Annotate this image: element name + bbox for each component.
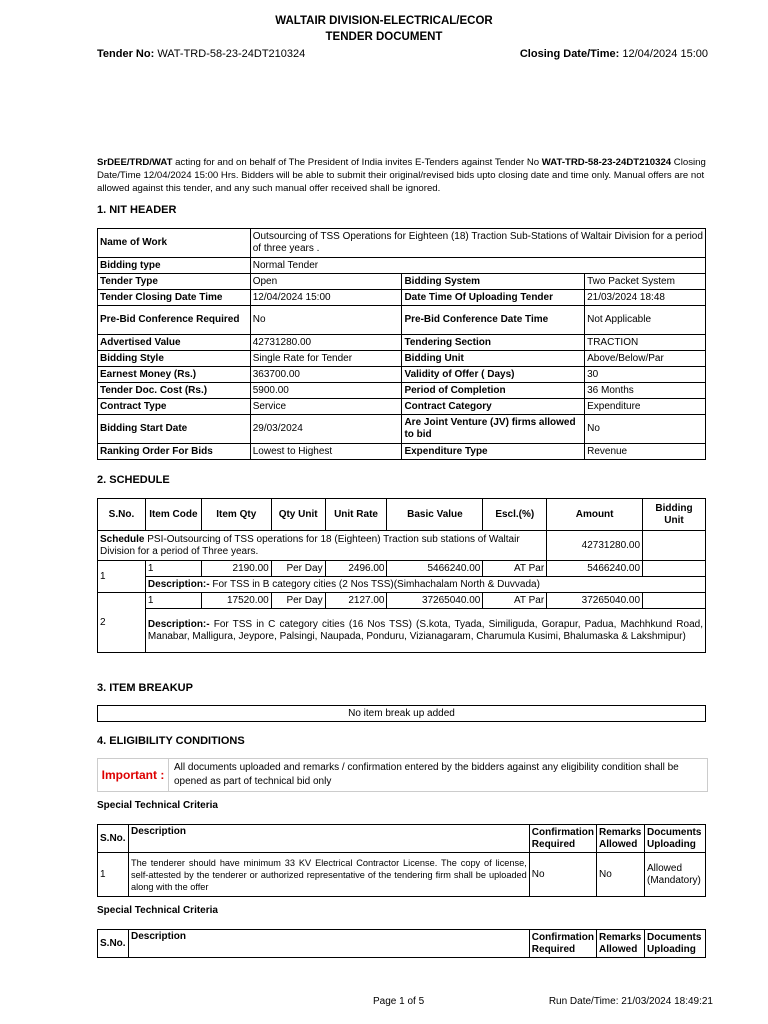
special-technical-criteria-title-2: Special Technical Criteria — [97, 905, 218, 916]
nit-label: Bidding Start Date — [98, 415, 251, 444]
nit-label: Bidding Unit — [402, 351, 585, 367]
item-breakup-table — [97, 705, 706, 722]
item-description: Description:- For TSS in C category cities (16 Nos TSS) (S.kota, Tyada, Similiguda, Gorapur, Padua, Machhkund Road, Manabar, Malligura, Jeypore, Palsingi, Naupada, Ponduru, Vizianagaram, Charumula Kusimi, Bhalumaska & Lakshmipur) — [145, 609, 705, 653]
item-sno: 1 — [98, 561, 146, 593]
run-datetime: Run Date/Time: 21/03/2024 18:49:21 — [548, 996, 713, 1007]
item-escl: AT Par — [483, 593, 547, 609]
schedule-description: Schedule PSI-Outsourcing of TSS operations for 18 (Eighteen) Traction sub stations of Waltair Division for a period of Three years. — [98, 531, 547, 561]
nit-label: Contract Type — [98, 399, 251, 415]
name-of-work-value: Outsourcing of TSS Operations for Eighteen (18) Traction Sub-Stations of Waltair Division for a period of three years . — [250, 229, 705, 258]
stc-table-2 — [97, 929, 706, 958]
nit-value: 30 — [585, 367, 706, 383]
item-amount: 5466240.00 — [547, 561, 643, 577]
col-documents: Documents Uploading — [644, 930, 705, 958]
nit-label: Period of Completion — [402, 383, 585, 399]
name-of-work-label: Name of Work — [98, 229, 251, 258]
important-notice — [97, 758, 708, 792]
nit-table — [97, 228, 706, 460]
nit-value: 29/03/2024 — [250, 415, 402, 444]
nit-value: Revenue — [585, 444, 706, 460]
nit-value: Open — [250, 274, 402, 290]
item-amount: 37265040.00 — [547, 593, 643, 609]
eligibility-heading: 4. ELIGIBILITY CONDITIONS — [97, 735, 245, 747]
item-basic: 5466240.00 — [387, 561, 483, 577]
nit-value: 12/04/2024 15:00 — [250, 290, 402, 306]
nit-label: Tendering Section — [402, 335, 585, 351]
col-escl: Escl.(%) — [483, 499, 547, 531]
tender-no: Tender No: WAT-TRD-58-23-24DT210324 — [97, 48, 306, 60]
item-breakup-text: No item break up added — [98, 706, 706, 722]
item-sno: 2 — [98, 593, 146, 653]
nit-value: Service — [250, 399, 402, 415]
nit-label: Earnest Money (Rs.) — [98, 367, 251, 383]
col-sno: S.No. — [98, 930, 129, 958]
nit-label: Tender Closing Date Time — [98, 290, 251, 306]
item-rate: 2496.00 — [325, 561, 387, 577]
nit-label: Contract Category — [402, 399, 585, 415]
col-amount: Amount — [547, 499, 643, 531]
col-sno: S.No. — [98, 499, 146, 531]
nit-value: Lowest to Highest — [250, 444, 402, 460]
schedule-amount: 42731280.00 — [547, 531, 643, 561]
nit-label: Bidding System — [402, 274, 585, 290]
nit-label: Validity of Offer ( Days) — [402, 367, 585, 383]
col-description: Description — [128, 825, 529, 853]
item-qty: 17520.00 — [201, 593, 271, 609]
item-rate: 2127.00 — [325, 593, 387, 609]
nit-label: Date Time Of Uploading Tender — [402, 290, 585, 306]
schedule-heading: 2. SCHEDULE — [97, 474, 170, 486]
item-code: 1 — [145, 561, 201, 577]
nit-label: Advertised Value — [98, 335, 251, 351]
nit-label: Bidding Style — [98, 351, 251, 367]
nit-label: Ranking Order For Bids — [98, 444, 251, 460]
nit-value: No — [250, 306, 402, 335]
nit-value: Expenditure — [585, 399, 706, 415]
nit-value: Not Applicable — [585, 306, 706, 335]
item-unit: Per Day — [271, 593, 325, 609]
nit-label: Pre-Bid Conference Date Time — [402, 306, 585, 335]
col-remarks: Remarks Allowed — [597, 825, 645, 853]
nit-label: Pre-Bid Conference Required — [98, 306, 251, 335]
item-description: Description:- For TSS in B category cities (2 Nos TSS)(Simhachalam North & Duvvada) — [145, 577, 705, 593]
nit-label: Expenditure Type — [402, 444, 585, 460]
nit-label: Tender Type — [98, 274, 251, 290]
nit-value: Two Packet System — [585, 274, 706, 290]
nit-value: 363700.00 — [250, 367, 402, 383]
nit-label: Tender Doc. Cost (Rs.) — [98, 383, 251, 399]
stc-documents: Allowed (Mandatory) — [644, 853, 705, 897]
col-unit-rate: Unit Rate — [325, 499, 387, 531]
document-subtitle: TENDER DOCUMENT — [325, 31, 443, 43]
nit-header-heading: 1. NIT HEADER — [97, 204, 177, 216]
page-number: Page 1 of 5 — [373, 996, 425, 1007]
special-technical-criteria-title: Special Technical Criteria — [97, 800, 218, 811]
col-item-qty: Item Qty — [201, 499, 271, 531]
col-item-code: Item Code — [145, 499, 201, 531]
item-breakup-heading: 3. ITEM BREAKUP — [97, 682, 193, 694]
nit-value: 21/03/2024 18:48 — [585, 290, 706, 306]
item-qty: 2190.00 — [201, 561, 271, 577]
schedule-table — [97, 498, 706, 653]
closing-date: Closing Date/Time: 12/04/2024 15:00 — [519, 48, 708, 60]
nit-label: Are Joint Venture (JV) firms allowed to bid — [402, 415, 585, 444]
col-qty-unit: Qty Unit — [271, 499, 325, 531]
col-documents: Documents Uploading — [644, 825, 705, 853]
important-label: Important : — [98, 759, 169, 791]
nit-value: No — [585, 415, 706, 444]
stc-sno: 1 — [98, 853, 129, 897]
item-unit: Per Day — [271, 561, 325, 577]
item-basic: 37265040.00 — [387, 593, 483, 609]
stc-description: The tenderer should have minimum 33 KV Electrical Contractor License. The copy of license, self-attested by the tenderer or authorized representative of the tendering firm shall be uploaded along with the offer — [128, 853, 529, 897]
col-basic-value: Basic Value — [387, 499, 483, 531]
nit-value: 36 Months — [585, 383, 706, 399]
stc-confirmation: No — [529, 853, 596, 897]
document-title: WALTAIR DIVISION-ELECTRICAL/ECOR — [275, 15, 493, 27]
col-description: Description — [128, 930, 529, 958]
stc-table-1 — [97, 824, 706, 897]
important-text: All documents uploaded and remarks / confirmation entered by the bidders against any eligibility condition shall be opened as part of technical bid only — [174, 762, 679, 787]
bidding-type-label: Bidding type — [98, 258, 251, 274]
col-confirmation: Confirmation Required — [529, 825, 596, 853]
col-bidding-unit: Bidding Unit — [643, 499, 706, 531]
stc-remarks: No — [597, 853, 645, 897]
item-escl: AT Par — [483, 561, 547, 577]
nit-value: Above/Below/Par — [585, 351, 706, 367]
nit-value: 5900.00 — [250, 383, 402, 399]
col-sno: S.No. — [98, 825, 129, 853]
nit-value: TRACTION — [585, 335, 706, 351]
nit-value: 42731280.00 — [250, 335, 402, 351]
intro-paragraph: SrDEE/TRD/WAT acting for and on behalf of The President of India invites E-Tenders against Tender No WAT-TRD-58-23-24DT210324 Closing Date/Time 12/04/2024 15:00 Hrs. Bidders will be able to submit their original/revised bids upto closing date and time only. Manual offers are not allowed against this tender, and any such manual offer received shall be ignored. — [97, 157, 706, 194]
bidding-type-value: Normal Tender — [250, 258, 705, 274]
col-confirmation: Confirmation Required — [529, 930, 596, 958]
item-code: 1 — [145, 593, 201, 609]
nit-value: Single Rate for Tender — [250, 351, 402, 367]
col-remarks: Remarks Allowed — [597, 930, 645, 958]
